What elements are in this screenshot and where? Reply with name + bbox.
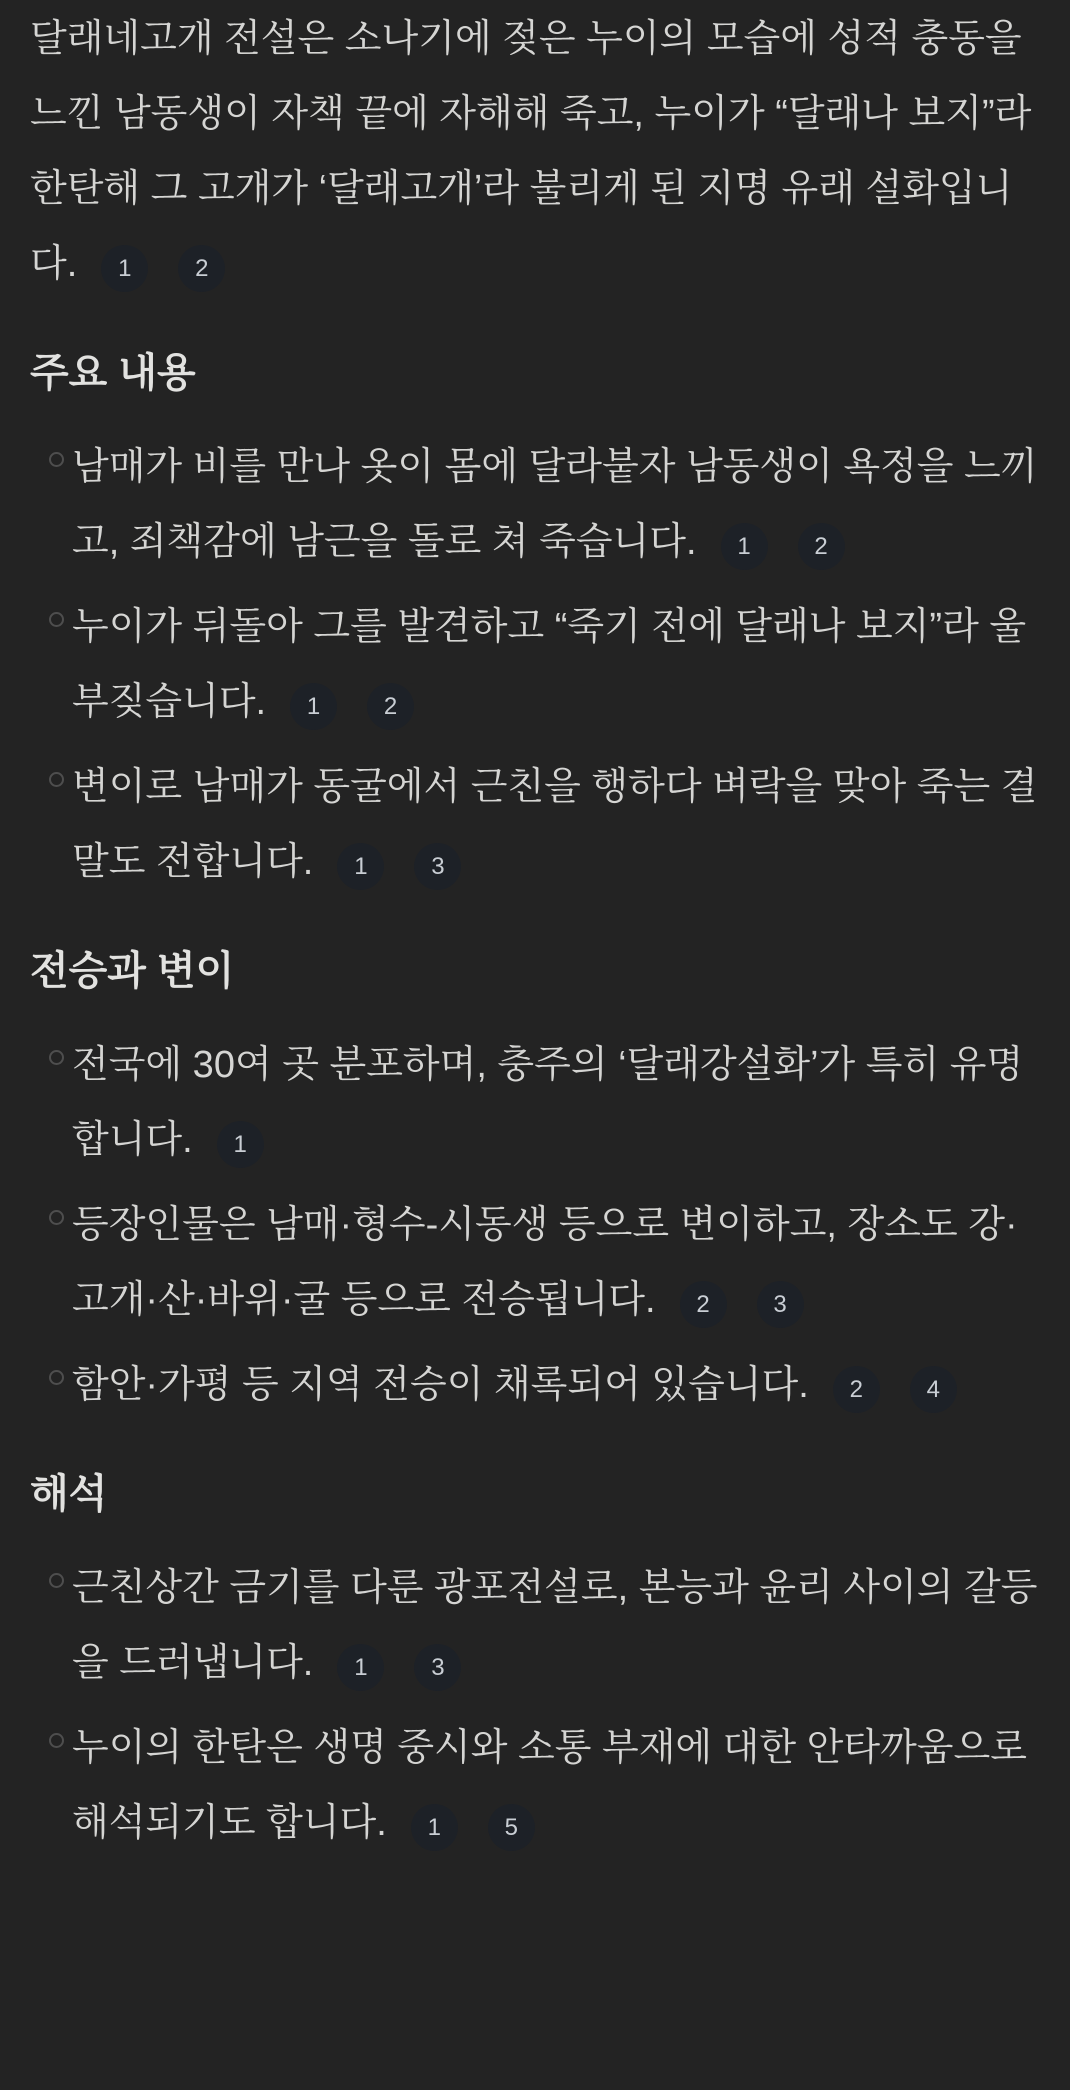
list-item-text: 전국에 30여 곳 분포하며, 충주의 ‘달래강설화’가 특히 유명합니다.: [72, 1044, 1024, 1161]
citation-badge[interactable]: 2: [680, 1281, 727, 1328]
list-item: [30, 1188, 1042, 1338]
intro-paragraph: [30, 2, 1042, 302]
intro-citations: [77, 243, 225, 285]
list-item: [30, 1348, 1042, 1423]
citation-badge[interactable]: 2: [833, 1366, 880, 1413]
section-heading: 전승과 변이: [30, 949, 235, 993]
list-item: [30, 590, 1042, 740]
section-heading: 해석: [30, 1472, 108, 1516]
citation-badge[interactable]: 5: [488, 1804, 535, 1851]
section-list: [30, 430, 1042, 900]
list-item-text: 남매가 비를 만나 옷이 몸에 달라붙자 남동생이 욕정을 느끼고, 죄책감에 남근을 돌로 쳐 죽습니다.: [72, 446, 1038, 563]
citation-badge[interactable]: 2: [798, 523, 845, 570]
list-item-text: 등장인물은 남매·형수-시동생 등으로 변이하고, 장소도 강·고개·산·바위·굴 등으로 전승됩니다.: [72, 1204, 1018, 1321]
section-list: [30, 1028, 1042, 1423]
citation-badge[interactable]: 1: [290, 683, 337, 730]
citation-badge[interactable]: 3: [414, 843, 461, 890]
section-list: [30, 1551, 1042, 1861]
citation-badge[interactable]: 1: [411, 1804, 458, 1851]
citation-badge[interactable]: 1: [337, 1644, 384, 1691]
list-item-text: 누이의 한탄은 생명 중시와 소통 부재에 대한 안타까움으로 해석되기도 합니다.: [72, 1727, 1027, 1844]
citation-badge[interactable]: 3: [414, 1644, 461, 1691]
list-item: [30, 1711, 1042, 1861]
citation-badge[interactable]: 3: [757, 1281, 804, 1328]
list-item-text: 누이가 뒤돌아 그를 발견하고 “죽기 전에 달래나 보지”라 울부짖습니다.: [72, 606, 1027, 723]
citation-badge[interactable]: 1: [101, 245, 148, 292]
list-item-text: 변이로 남매가 동굴에서 근친을 행하다 벼락을 맞아 죽는 결말도 전합니다.: [72, 766, 1038, 883]
section-heading: 주요 내용: [30, 351, 196, 395]
citation-badge[interactable]: 2: [178, 245, 225, 292]
list-item-text: 근친상간 금기를 다룬 광포전설로, 본능과 윤리 사이의 갈등을 드러냅니다.: [72, 1567, 1038, 1684]
citation-badge[interactable]: 1: [217, 1121, 264, 1168]
list-item-text: 함안·가평 등 지역 전승이 채록되어 있습니다.: [72, 1364, 809, 1406]
list-item: [30, 1028, 1042, 1178]
list-item: [30, 750, 1042, 900]
citation-badge[interactable]: 2: [367, 683, 414, 730]
intro-text: 달래네고개 전설은 소나기에 젖은 누이의 모습에 성적 충동을 느낀 남동생이 자책 끝에 자해해 죽고, 누이가 “달래나 보지”라 한탄해 그 고개가 ‘달래고개’라 불리게 된 지명 유래 설화입니다.: [30, 18, 1032, 285]
citation-badge[interactable]: 1: [721, 523, 768, 570]
sections-container: [30, 348, 1042, 1861]
citation-badge[interactable]: 4: [910, 1366, 957, 1413]
list-item: [30, 430, 1042, 580]
citation-badge[interactable]: 1: [337, 843, 384, 890]
list-item: [30, 1551, 1042, 1701]
